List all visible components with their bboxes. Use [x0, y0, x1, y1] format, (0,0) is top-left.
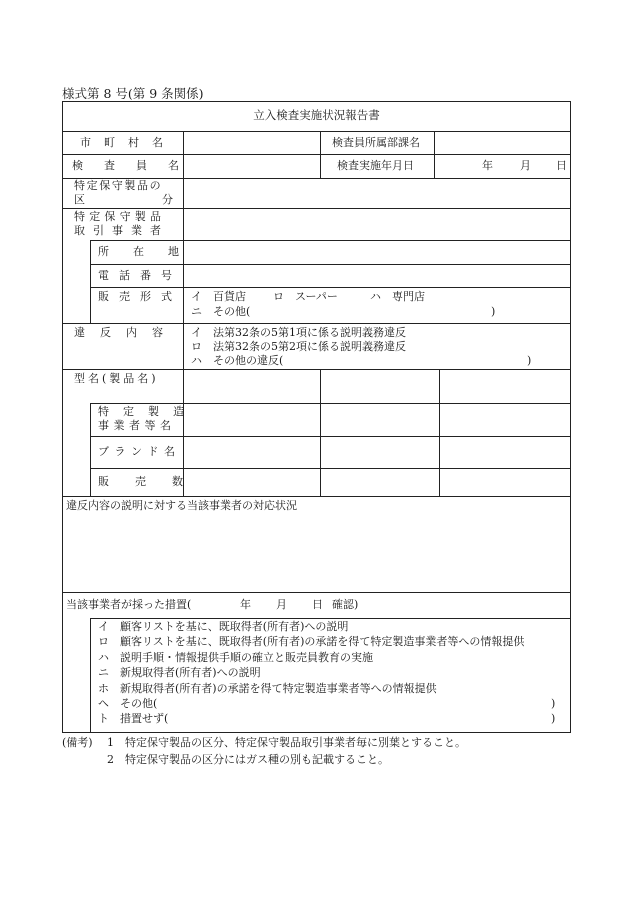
rule: [62, 592, 571, 593]
measures-day: 日: [312, 598, 323, 611]
sales-type-label: 販売形式: [98, 290, 182, 303]
rule: [90, 287, 571, 288]
measure-item: ハ 説明手順・情報提供手順の確立と販売員教育の実施: [98, 651, 373, 664]
rule: [90, 468, 571, 469]
municipality-label: 市町村名: [80, 136, 176, 149]
inspector-label: 検査員名: [72, 159, 200, 172]
phone-label: 電話番号: [98, 269, 182, 282]
rule: [320, 369, 321, 496]
measure-close: ): [551, 697, 556, 710]
violation-label: 違反内容: [74, 326, 178, 339]
sales-option-close: ): [491, 305, 496, 318]
model-name-label: 型名(製品名): [74, 372, 159, 385]
rule: [62, 369, 571, 370]
rule: [90, 240, 91, 323]
measures-year: 年: [240, 598, 251, 611]
sales-option-supermarket: ロ スーパー: [273, 290, 338, 303]
rule: [62, 208, 571, 209]
rule: [183, 131, 184, 496]
measure-item: イ 顧客リストを基に、既取得者(所有者)への説明: [98, 620, 349, 633]
rule: [62, 323, 571, 324]
measure-item: ホ 新規取得者(所有者)の承諾を得て特定製造事業者等への情報提供: [98, 682, 437, 695]
rule: [90, 240, 571, 241]
violation-option-1: イ 法第32条の5第1項に係る説明義務違反: [191, 326, 406, 339]
dealer-label: 特定保守製品: [74, 210, 166, 223]
note-1: 1 特定保守製品の区分、特定保守製品取引事業者毎に別葉とすること。: [107, 736, 466, 749]
rule: [62, 131, 571, 132]
product-category-label: 分: [162, 193, 173, 206]
dealer-label: 取引事業者: [74, 224, 169, 237]
measures-month: 月: [276, 598, 287, 611]
sales-option-other: ニ その他(: [191, 305, 251, 318]
sales-option-specialty-store: ハ 専門店: [370, 290, 425, 303]
rule: [320, 131, 321, 178]
measure-close: ): [551, 712, 556, 725]
inspection-date-label: 検査実施年月日: [337, 159, 414, 172]
rule: [62, 154, 571, 155]
product-category-label: 区: [74, 193, 85, 206]
rule: [90, 436, 571, 437]
rule: [90, 618, 91, 733]
address-label: 所在地: [98, 245, 203, 258]
violation-option-close: ): [527, 354, 532, 367]
sales-option-department-store: イ 百貨店: [191, 290, 246, 303]
inspector-dept-label: 検査員所属部課名: [332, 136, 420, 149]
measure-item: ロ 顧客リストを基に、既取得者(所有者)の承諾を得て特定製造事業者等への情報提供: [98, 635, 525, 648]
measures-confirm: 確認): [332, 598, 359, 611]
rule: [434, 131, 435, 178]
brand-label: ブランド名: [98, 445, 181, 458]
product-category-label: 特定保守製品の: [74, 179, 163, 192]
rule: [90, 264, 571, 265]
form-reference: 様式第 8 号(第 9 条関係): [62, 86, 204, 101]
maker-label: 特定製造: [98, 405, 198, 418]
rule: [90, 403, 571, 404]
maker-label: 事業者等名: [98, 419, 176, 432]
date-month-label: 月: [520, 159, 531, 172]
violation-option-other: ハ その他の違反(: [191, 354, 284, 367]
date-year-label: 年: [482, 159, 493, 172]
notes-label: (備考): [62, 736, 93, 749]
response-status-label: 違反内容の説明に対する当該事業者の対応状況: [66, 499, 297, 512]
form-title: 立入検査実施状況報告書: [253, 108, 380, 122]
rule: [439, 369, 440, 496]
measure-item: ト 措置せず(: [98, 712, 169, 725]
rule: [62, 496, 571, 497]
measure-item: ニ 新規取得者(所有者)への説明: [98, 666, 261, 679]
rule: [90, 618, 571, 619]
sales-count-label: 販売数: [98, 475, 209, 488]
measures-label: 当該事業者が採った措置(: [66, 598, 192, 611]
measure-item: ヘ その他(: [98, 697, 158, 710]
note-2: 2 特定保守製品の区分にはガス種の別も記載すること。: [107, 753, 389, 766]
violation-option-2: ロ 法第32条の5第2項に係る説明義務違反: [191, 340, 406, 353]
rule: [90, 403, 91, 496]
date-day-label: 日: [556, 159, 567, 172]
